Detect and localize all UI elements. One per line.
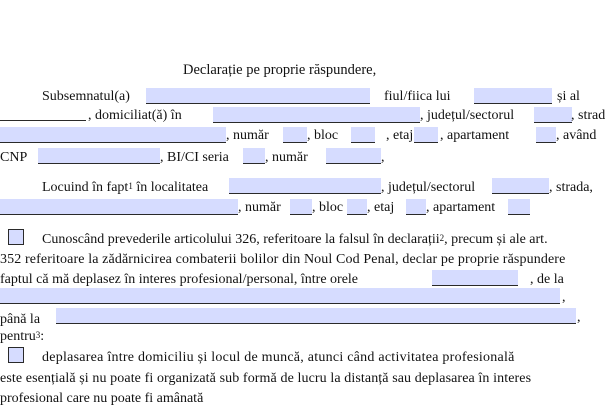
hours-field[interactable] — [432, 270, 518, 286]
label-strad: , strad — [571, 108, 605, 123]
label-etaj: , etaj — [386, 128, 414, 143]
to-address-field[interactable] — [56, 308, 576, 324]
label-avand: , având — [556, 128, 597, 143]
checkbox-work-commute[interactable] — [8, 347, 24, 363]
residence-apartment-field[interactable] — [508, 199, 530, 215]
para1-line1 — [42, 232, 548, 248]
label-locuind-text: Locuind în fapt — [42, 180, 129, 195]
label-domiciliat: , domiciliat(ă) în — [88, 108, 182, 123]
label-judet: , județul/sectorul — [420, 108, 515, 123]
checkbox-declaration[interactable] — [8, 229, 24, 245]
label-numar2: , număr — [238, 200, 281, 215]
mother-name-blank[interactable] — [0, 106, 86, 121]
residence-street-field[interactable] — [0, 199, 238, 215]
label-de-la: , de la — [530, 272, 564, 287]
para2-line1: deplasarea între domiciliu și locul de muncă, atunci când activitatea profesională — [42, 350, 515, 365]
label-apartament: , apartament — [440, 128, 510, 143]
label-cnp: CNP — [0, 150, 28, 165]
para1-line1-text: Cunoscând prevederile articolului 326, referitoare la falsul în declarații — [42, 232, 440, 247]
label-localitatea: în localitatea — [136, 180, 209, 195]
label-judet2: , județul/sectorul — [381, 180, 476, 195]
footnote-2: 2 — [439, 233, 445, 243]
label-fiul: fiul/fiica lui — [384, 89, 451, 104]
domicile-county-field[interactable] — [534, 107, 572, 123]
id-number-field[interactable] — [326, 148, 381, 164]
label-apartament2: , apartament — [426, 200, 496, 215]
label-locuind — [42, 180, 208, 196]
label-bloc2: , bloc — [312, 200, 344, 215]
footnote-3: 3 — [35, 330, 41, 340]
residence-number-field[interactable] — [290, 199, 312, 215]
cnp-field[interactable] — [38, 148, 160, 164]
label-si-al: și al — [557, 89, 580, 104]
row4-end-comma: , — [381, 150, 385, 165]
to-end-comma: , — [577, 310, 581, 325]
label-pentru-text: pentru — [0, 329, 36, 344]
id-series-field[interactable] — [243, 148, 265, 164]
label-pana-la: până la — [0, 312, 41, 327]
page-title: Declarație pe proprie răspundere, — [183, 62, 377, 78]
domicile-number-field[interactable] — [283, 127, 307, 143]
domicile-floor-field[interactable] — [414, 127, 438, 143]
label-id-numar: , număr — [265, 150, 308, 165]
label-subsemnatul: Subsemnatul(a) — [42, 89, 130, 104]
domicile-apartment-field[interactable] — [536, 127, 556, 143]
domicile-street-field[interactable] — [0, 127, 226, 143]
from-address-field[interactable] — [0, 288, 560, 304]
para2-line2: este esențială și nu poate fi organizată sub formă de lucru la distanță sau deplasarea în interes — [0, 371, 532, 386]
domicile-locality-field[interactable] — [213, 107, 420, 123]
label-strada: , strada, — [549, 180, 593, 195]
name-field[interactable] — [146, 88, 370, 104]
para1-line3: faptul că mă deplasez în interes profesional/personal, între orele — [0, 272, 359, 287]
footnote-1: 1 — [128, 181, 133, 191]
para1-line1-end: , precum și ale art. — [444, 232, 548, 247]
label-pentru-colon: : — [40, 329, 45, 344]
label-etaj2: , etaj — [367, 200, 395, 215]
residence-block-field[interactable] — [347, 199, 367, 215]
label-numar: , număr — [226, 128, 269, 143]
para2-line3: profesional care nu poate fi amânată — [0, 391, 204, 406]
residence-floor-field[interactable] — [406, 199, 426, 215]
label-bloc: , bloc — [307, 128, 339, 143]
label-bici: , BI/CI seria — [160, 150, 229, 165]
label-pentru — [0, 329, 44, 345]
domicile-block-field[interactable] — [351, 127, 375, 143]
para1-line2: 352 referitoare la zădărnicirea combaterii bolilor din Noul Cod Penal, declar pe proprie răspundere — [0, 252, 566, 267]
from-end-comma: , — [562, 290, 566, 305]
father-name-field[interactable] — [474, 88, 552, 104]
residence-county-field[interactable] — [492, 178, 549, 194]
residence-locality-field[interactable] — [229, 178, 381, 194]
